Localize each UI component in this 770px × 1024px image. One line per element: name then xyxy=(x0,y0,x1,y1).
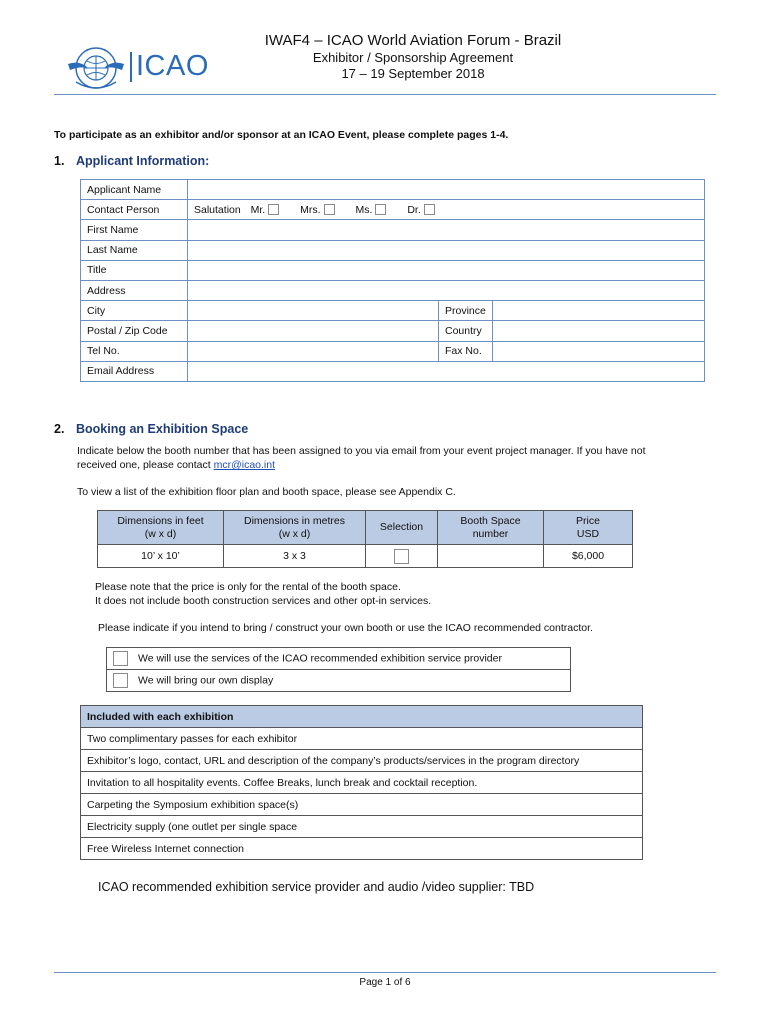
fax-field[interactable] xyxy=(493,341,705,361)
table-row xyxy=(81,816,643,838)
mrs-label: Mrs. xyxy=(300,203,321,216)
included-item: Exhibitor’s logo, contact, URL and description of the company’s products/services in the program directory xyxy=(81,750,643,772)
col-feet-line2: (w x d) xyxy=(144,527,177,540)
last-name-field[interactable] xyxy=(188,240,705,260)
salutation-cell xyxy=(188,200,705,220)
booth-instructions xyxy=(77,444,727,472)
event-dates: 17 – 19 September 2018 xyxy=(341,66,485,81)
first-name-field[interactable] xyxy=(188,220,705,240)
option-recommended[interactable] xyxy=(107,648,571,670)
country-label: Country xyxy=(439,321,493,341)
contact-email-link[interactable]: mcr@icao.int xyxy=(213,459,276,471)
list-item[interactable] xyxy=(107,648,571,670)
mr-label: Mr. xyxy=(250,203,266,216)
col-booth-line2: number xyxy=(472,527,509,540)
last-name-label: Last Name xyxy=(81,240,188,260)
included-item: Free Wireless Internet connection xyxy=(81,838,643,860)
section-2-number: 2. xyxy=(54,422,65,436)
section-2-heading xyxy=(54,422,248,436)
col-price-header xyxy=(544,511,633,545)
icao-logo xyxy=(66,42,209,94)
salutation-label: Salutation xyxy=(194,203,241,216)
col-price-line1: Price xyxy=(576,514,600,527)
booth-number-field[interactable] xyxy=(438,545,544,568)
selection-cell xyxy=(366,545,438,568)
contact-person-label: Contact Person xyxy=(81,200,188,220)
tel-field[interactable] xyxy=(188,341,439,361)
feet-cell: 10’ x 10’ xyxy=(98,545,224,568)
intro-text: To participate as an exhibitor and/or sponsor at an ICAO Event, please complete pages 1-4. xyxy=(54,129,509,141)
provider-note: ICAO recommended exhibition service provider and audio /video supplier: TBD xyxy=(98,880,535,894)
col-selection-header: Selection xyxy=(366,511,438,545)
booth-instructions-line1: Indicate below the booth number that has been assigned to you via email from your event project manager. If you have not xyxy=(77,445,646,457)
table-row xyxy=(81,794,643,816)
applicant-table xyxy=(80,179,705,382)
email-label: Email Address xyxy=(81,361,188,381)
included-table xyxy=(80,705,643,860)
mr-checkbox[interactable] xyxy=(268,204,279,215)
col-metres-header xyxy=(224,511,366,545)
option-own-display-label: We will bring our own display xyxy=(138,674,274,687)
price-note xyxy=(95,580,431,608)
address-field[interactable] xyxy=(188,280,705,300)
footer-rule xyxy=(54,972,716,973)
included-item: Electricity supply (one outlet per single space xyxy=(81,816,643,838)
option-recommended-label: We will use the services of the ICAO recommended exhibition service provider xyxy=(138,652,502,665)
col-metres-line2: (w x d) xyxy=(278,527,311,540)
applicant-name-label: Applicant Name xyxy=(81,180,188,200)
col-booth-line1: Booth Space xyxy=(460,514,521,527)
booth-selection-checkbox[interactable] xyxy=(394,549,409,564)
list-item[interactable] xyxy=(107,670,571,692)
booth-instructions-line2-text: received one, please contact xyxy=(77,459,214,471)
table-row xyxy=(98,545,633,568)
first-name-label: First Name xyxy=(81,220,188,240)
email-field[interactable] xyxy=(188,361,705,381)
metres-cell: 3 x 3 xyxy=(224,545,366,568)
title-field[interactable] xyxy=(188,260,705,280)
fax-label: Fax No. xyxy=(439,341,493,361)
option-own-display-checkbox[interactable] xyxy=(113,673,128,688)
page-number: Page 1 of 6 xyxy=(359,977,411,988)
ms-label: Ms. xyxy=(355,203,373,216)
floor-plan-note: To view a list of the exhibition floor plan and booth space, please see Appendix C. xyxy=(77,486,456,498)
document-title: IWAF4 – ICAO World Aviation Forum - Brazil xyxy=(264,32,562,49)
col-feet-line1: Dimensions in feet xyxy=(117,514,204,527)
indicate-text: Please indicate if you intend to bring / construct your own booth or use the ICAO recommended contractor. xyxy=(98,622,593,634)
section-1-title: Applicant Information: xyxy=(76,154,210,168)
ms-checkbox[interactable] xyxy=(375,204,386,215)
price-cell: $6,000 xyxy=(544,545,633,568)
included-item: Invitation to all hospitality events. Coffee Breaks, lunch break and cocktail reception. xyxy=(81,772,643,794)
included-item: Carpeting the Symposium exhibition space(s) xyxy=(81,794,643,816)
logo-text: ICAO xyxy=(136,50,209,82)
icao-emblem-icon xyxy=(66,42,126,94)
applicant-name-field[interactable] xyxy=(188,180,705,200)
province-label: Province xyxy=(439,301,493,321)
city-label: City xyxy=(81,301,188,321)
col-booth-header xyxy=(438,511,544,545)
included-item: Two complimentary passes for each exhibitor xyxy=(81,728,643,750)
dr-label: Dr. xyxy=(407,203,421,216)
booth-table xyxy=(97,510,633,568)
section-1-number: 1. xyxy=(54,154,65,168)
tel-label: Tel No. xyxy=(81,341,188,361)
document-subtitle: Exhibitor / Sponsorship Agreement xyxy=(312,50,514,65)
col-price-line2: USD xyxy=(576,527,600,540)
dr-checkbox[interactable] xyxy=(424,204,435,215)
postal-field[interactable] xyxy=(188,321,439,341)
booth-options-table xyxy=(106,647,571,692)
price-note-line2: It does not include booth construction services and other opt-in services. xyxy=(95,595,432,607)
header-rule xyxy=(54,94,716,95)
address-label: Address xyxy=(81,280,188,300)
price-note-line1: Please note that the price is only for the rental of the booth space. xyxy=(95,581,401,593)
mrs-checkbox[interactable] xyxy=(324,204,335,215)
section-1-heading xyxy=(54,154,209,168)
col-metres-line1: Dimensions in metres xyxy=(244,514,345,527)
booth-instructions-line2 xyxy=(77,458,727,472)
table-row xyxy=(81,772,643,794)
city-field[interactable] xyxy=(188,301,439,321)
province-field[interactable] xyxy=(493,301,705,321)
col-feet-header xyxy=(98,511,224,545)
postal-label: Postal / Zip Code xyxy=(81,321,188,341)
logo-divider xyxy=(130,52,132,82)
table-row xyxy=(81,728,643,750)
table-row xyxy=(81,750,643,772)
title-label: Title xyxy=(81,260,188,280)
option-own-display[interactable] xyxy=(107,670,571,692)
table-row xyxy=(81,838,643,860)
option-recommended-checkbox[interactable] xyxy=(113,651,128,666)
section-2-title: Booking an Exhibition Space xyxy=(76,422,249,436)
country-field[interactable] xyxy=(493,321,705,341)
included-header: Included with each exhibition xyxy=(81,706,643,728)
